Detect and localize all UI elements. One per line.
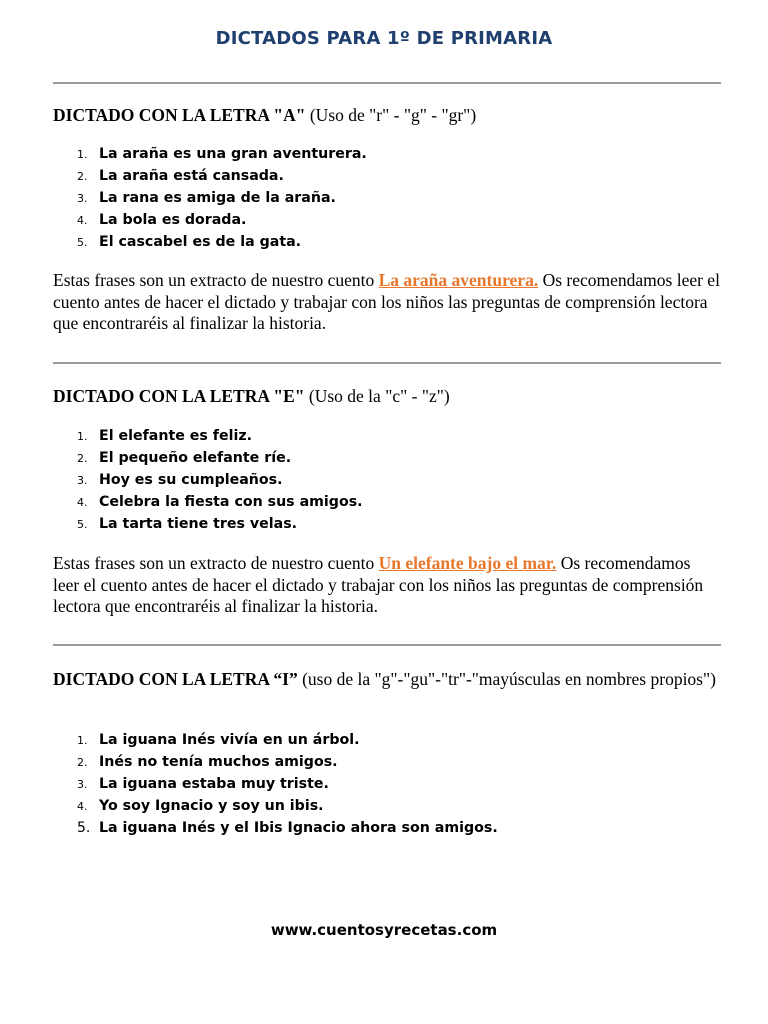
story-link[interactable]: Un elefante bajo el mar. [378, 553, 557, 573]
section-letter-e [53, 385, 721, 616]
item-text: Hoy es su cumpleaños. [99, 472, 283, 488]
divider [53, 644, 721, 646]
list-item [77, 209, 367, 231]
story-paragraph [53, 553, 721, 618]
list-item [77, 491, 363, 513]
list-item [77, 143, 367, 165]
item-number: 4. [77, 495, 88, 509]
item-text: Celebra la fiesta con sus amigos. [99, 494, 363, 510]
item-number: 5. [77, 235, 88, 249]
heading-label: DICTADO CON LA LETRA "A" [53, 105, 306, 125]
item-number: 3. [77, 473, 88, 487]
list-item [77, 773, 498, 795]
list-item [77, 817, 498, 839]
item-text: La iguana estaba muy triste. [99, 776, 329, 792]
divider [53, 362, 721, 364]
divider [53, 82, 721, 84]
item-text: La iguana Inés vivía en un árbol. [99, 732, 360, 748]
list-item [77, 447, 363, 469]
heading-note: (uso de la "g"-"gu"-"tr"-"mayúsculas en nombres propios") [297, 669, 716, 689]
item-number: 1. [77, 733, 88, 747]
item-number: 1. [77, 147, 88, 161]
item-text: Inés no tenía muchos amigos. [99, 754, 338, 770]
item-text: El elefante es feliz. [99, 428, 252, 444]
section-heading [53, 668, 721, 690]
item-text: La rana es amiga de la araña. [99, 190, 336, 206]
item-text: La araña está cansada. [99, 168, 284, 184]
item-number: 3. [77, 777, 88, 791]
sentence-list [77, 143, 367, 253]
list-item [77, 795, 498, 817]
list-item [77, 165, 367, 187]
item-text: Yo soy Ignacio y soy un ibis. [99, 798, 324, 814]
page-title: DICTADOS PARA 1º DE PRIMARIA [215, 28, 553, 49]
footer-url[interactable]: www.cuentosyrecetas.com [270, 921, 498, 939]
item-number: 4. [77, 213, 88, 227]
sentence-list [77, 729, 498, 839]
item-number: 5. [77, 820, 91, 836]
para-text: Estas frases son un extracto de nuestro cuento [53, 553, 379, 573]
section-letter-i [53, 668, 721, 836]
item-text: La tarta tiene tres velas. [99, 516, 298, 532]
section-heading [53, 385, 721, 407]
item-text: La iguana Inés y el Ibis Ignacio ahora son amigos. [99, 820, 498, 836]
item-text: El cascabel es de la gata. [99, 234, 302, 250]
story-paragraph [53, 270, 721, 335]
list-item [77, 469, 363, 491]
section-letter-a [53, 104, 721, 333]
list-item [77, 231, 367, 253]
list-item [77, 751, 498, 773]
heading-note: (Uso de "r" - "g" - "gr") [305, 105, 477, 125]
item-number: 2. [77, 755, 88, 769]
item-number: 3. [77, 191, 88, 205]
item-text: El pequeño elefante ríe. [99, 450, 292, 466]
item-text: La araña es una gran aventurera. [99, 146, 367, 162]
list-item [77, 187, 367, 209]
heading-label: DICTADO CON LA LETRA "E" [53, 386, 305, 406]
para-text: Os recomendamos leer el cuento antes de hacer el dictado y trabajar con los niños las preguntas de comprensión lectora que encontraréis al finalizar la historia. [53, 553, 704, 616]
item-number: 2. [77, 451, 88, 465]
sentence-list [77, 425, 363, 535]
story-link[interactable]: La araña aventurera. [378, 270, 539, 290]
section-heading [53, 104, 721, 126]
para-text: Estas frases son un extracto de nuestro cuento [53, 270, 379, 290]
list-item [77, 513, 363, 535]
heading-label: DICTADO CON LA LETRA “I” [53, 669, 298, 689]
heading-note: (Uso de la "c" - "z") [304, 386, 450, 406]
item-number: 4. [77, 799, 88, 813]
para-text: Os recomendamos leer el cuento antes de hacer el dictado y trabajar con los niños las preguntas de comprensión lectora que encontraréis al finalizar la historia. [53, 270, 720, 333]
item-number: 2. [77, 169, 88, 183]
item-number: 1. [77, 429, 88, 443]
item-text: La bola es dorada. [99, 212, 247, 228]
list-item [77, 729, 498, 751]
list-item [77, 425, 363, 447]
item-number: 5. [77, 517, 88, 531]
